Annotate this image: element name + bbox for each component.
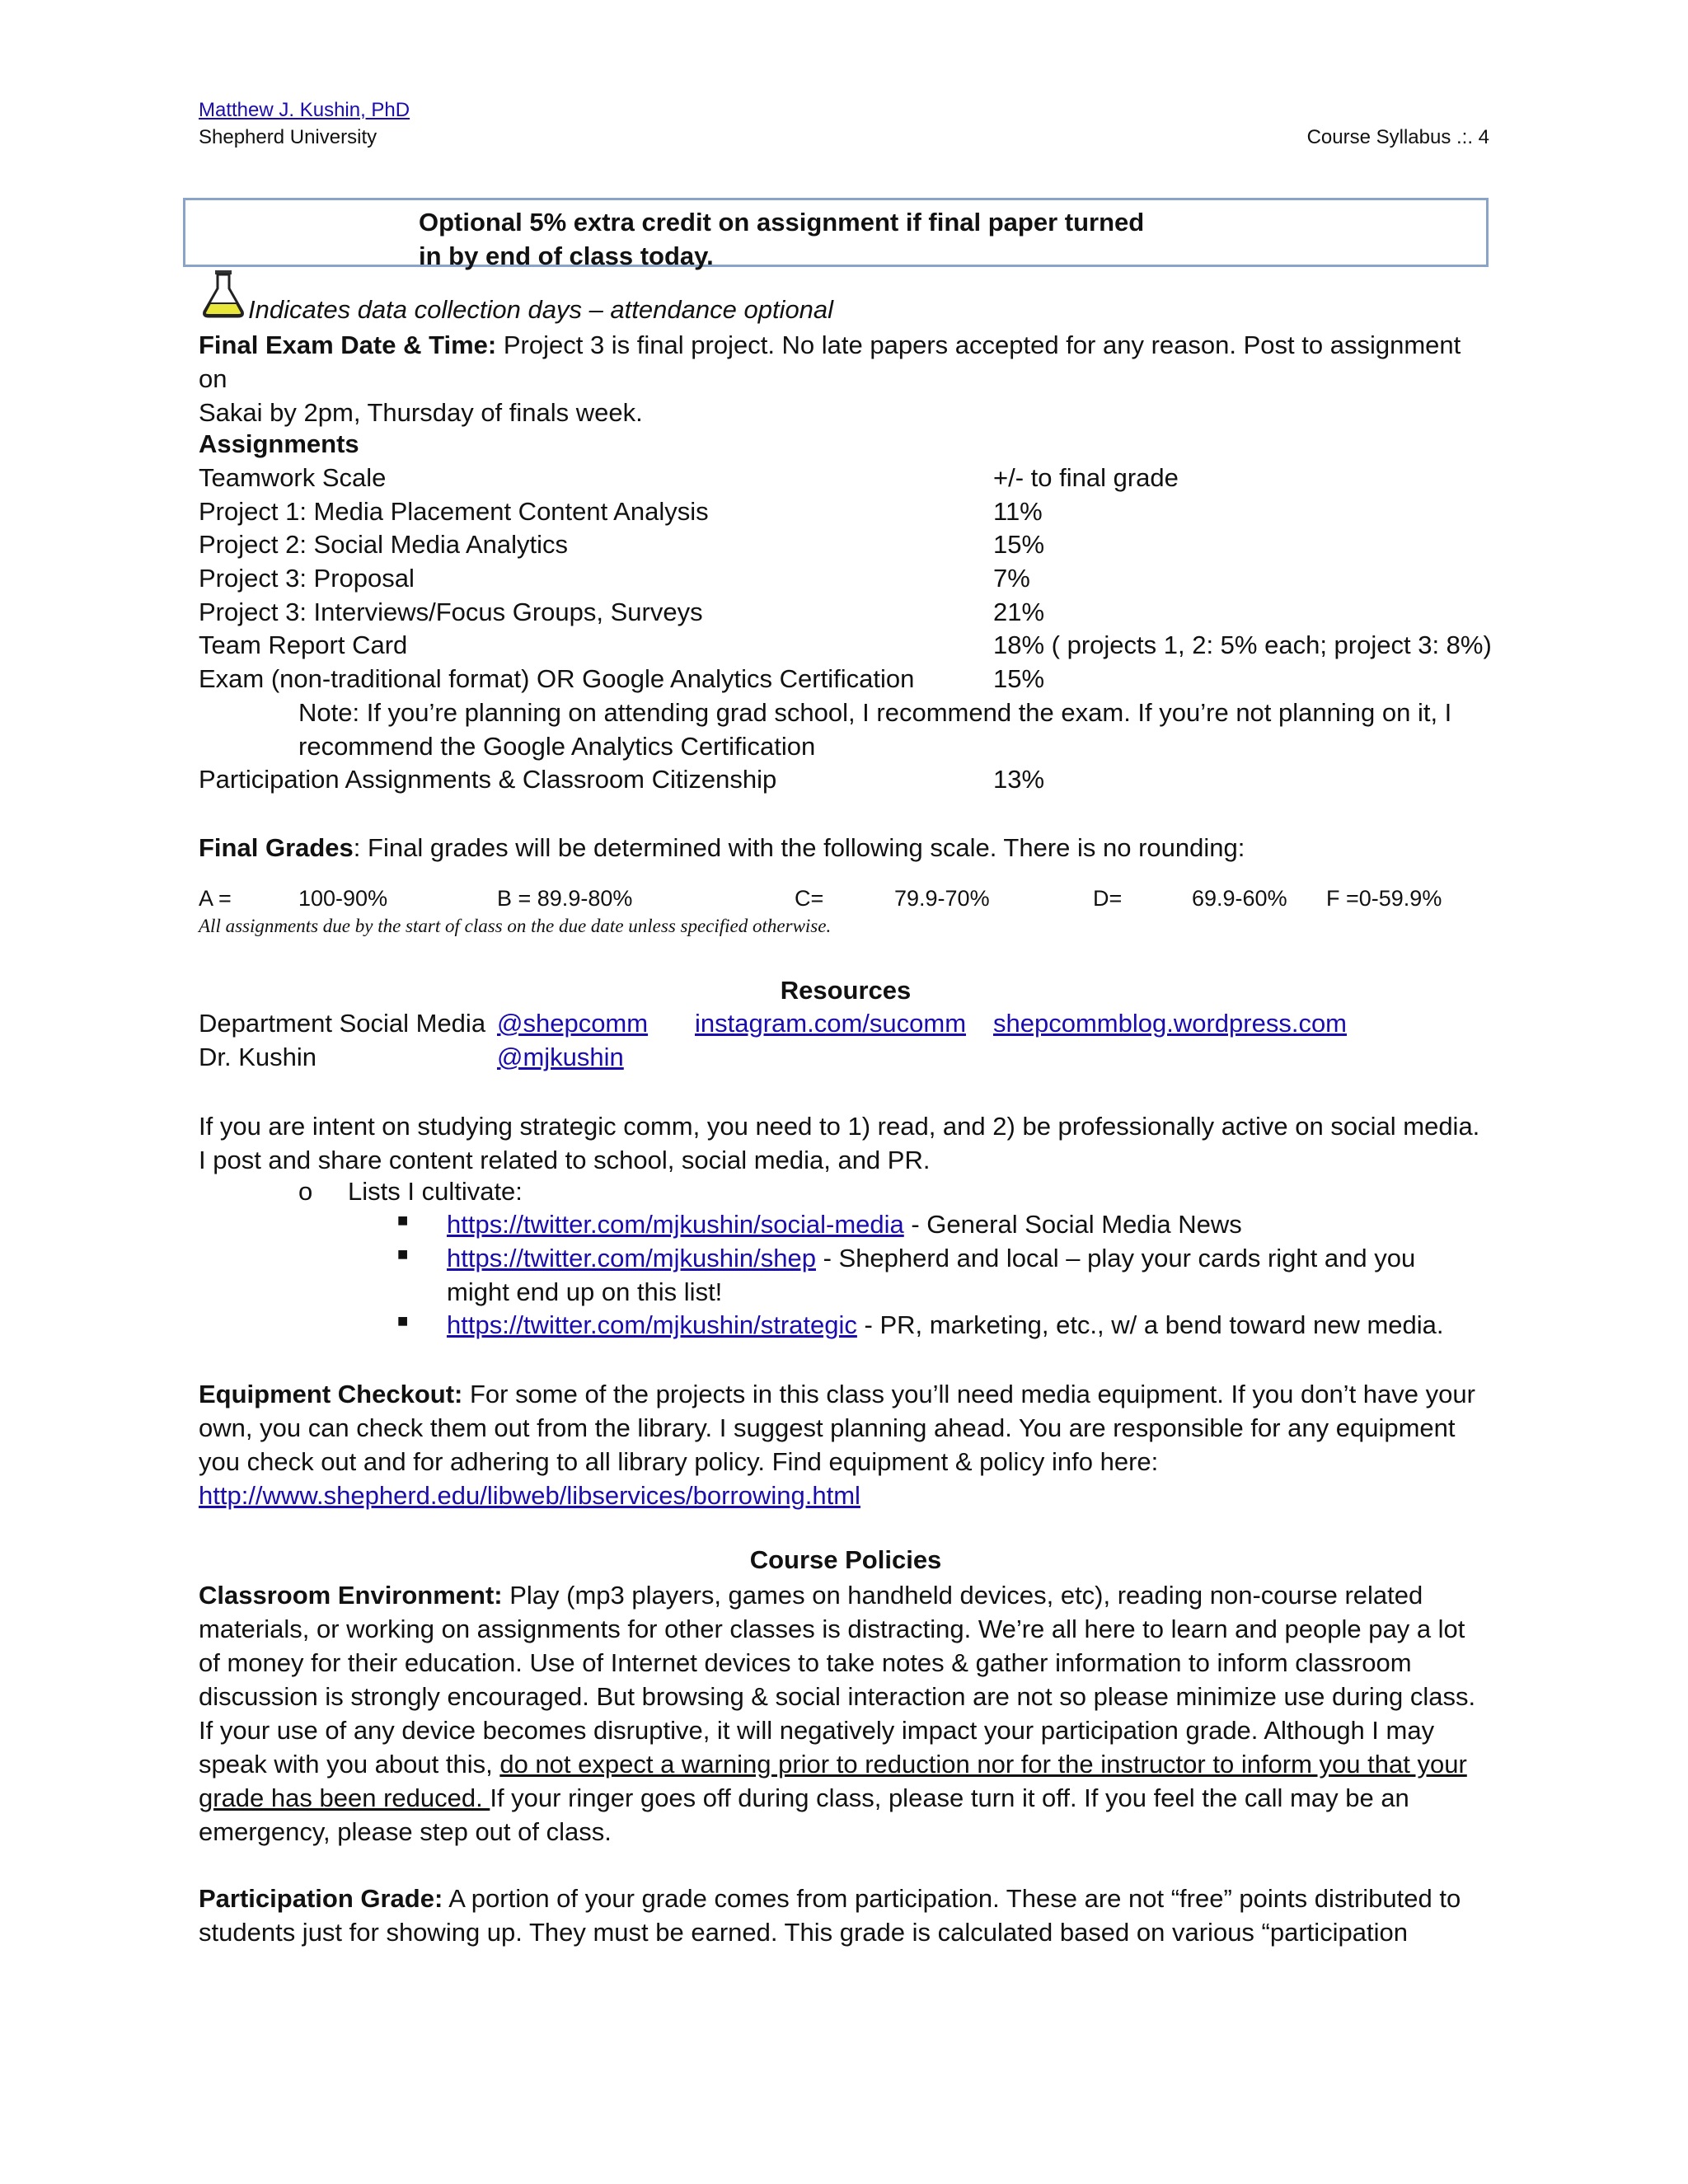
blog-link[interactable]: shepcommblog.wordpress.com [993, 1009, 1348, 1038]
classroom-environment-label: Classroom Environment: [199, 1581, 503, 1610]
grade-d-letter: D= [1093, 886, 1123, 911]
callout-line-2: in by end of class today. [419, 241, 714, 270]
assignment-weight: 15% [993, 530, 1045, 559]
grade-b: B = 89.9-80% [497, 886, 633, 911]
grade-c-range: 79.9-70% [894, 886, 990, 911]
assignment-row [199, 497, 1493, 531]
assignments-heading: Assignments [199, 429, 359, 458]
resources-heading: Resources [780, 976, 912, 1005]
grade-f: F =0-59.9% [1326, 886, 1442, 911]
assignment-row [199, 530, 1493, 564]
classroom-environment-paragraph [199, 1578, 1493, 1849]
list-desc: - General Social Media News [903, 1210, 1242, 1239]
list-item [447, 1310, 1444, 1340]
assignment-note-2: recommend the Google Analytics Certification [298, 732, 816, 761]
flask-icon [199, 269, 247, 321]
grade-d-range: 69.9-60% [1192, 886, 1287, 911]
assignment-name: Project 1: Media Placement Content Analysis [199, 497, 709, 526]
list-desc-continued: might end up on this list! [447, 1277, 723, 1306]
classroom-text-b: If your ringer goes off during class, please turn it off. If you feel the call may be an emergency, please step out of class. [199, 1783, 1409, 1846]
participation-paragraph [199, 1882, 1493, 1949]
square-bullet-icon: ■ [397, 1310, 409, 1331]
assignment-name: Project 3: Interviews/Focus Groups, Surveys [199, 598, 703, 626]
final-exam-paragraph [199, 328, 1493, 429]
assignment-weight: 13% [993, 765, 1045, 794]
circle-bullet-icon: o [298, 1177, 313, 1206]
grade-c-letter: C= [795, 886, 824, 911]
final-grades-text: : Final grades will be determined with the following scale. There is no rounding: [353, 833, 1245, 862]
mjkushin-link[interactable]: @mjkushin [497, 1043, 624, 1071]
square-bullet-icon: ■ [397, 1210, 409, 1230]
assignment-note-1: Note: If you’re planning on attending grad school, I recommend the exam. If you’re not planning on it, I [298, 698, 1452, 727]
extra-credit-callout [183, 198, 1489, 270]
square-bullet-icon: ■ [397, 1244, 409, 1264]
assignment-row [199, 664, 1493, 698]
assignment-name: Exam (non-traditional format) OR Google Analytics Certification [199, 664, 915, 693]
classroom-underlined-text: do not expect a warning prior to reduction nor for the instructor to inform you that your grade has been reduced. [199, 1750, 1467, 1812]
social-media-list-link[interactable]: https://twitter.com/mjkushin/social-media [447, 1210, 904, 1239]
final-grades-label: Final Grades [199, 833, 354, 862]
instagram-link[interactable]: instagram.com/sucomm [695, 1009, 967, 1038]
shepcomm-link[interactable]: @shepcomm [497, 1009, 649, 1038]
assignment-weight: 21% [993, 598, 1045, 626]
list-desc: - Shepherd and local – play your cards right and you [815, 1244, 1416, 1272]
participation-text: A portion of your grade comes from participation. These are not “free” points distributed to students just for showing up. They must be earned. This grade is calculated based on various “participation [199, 1884, 1461, 1947]
list-desc: - PR, marketing, etc., w/ a bend toward new media. [856, 1310, 1444, 1339]
legend-text: Indicates data collection days – attendance optional [248, 295, 834, 324]
final-grades-line [199, 833, 1245, 863]
strategic-list-link[interactable]: https://twitter.com/mjkushin/strategic [447, 1310, 857, 1339]
assignment-row [199, 630, 1493, 664]
classroom-text-a: Play (mp3 players, games on handheld devices, etc), reading non-course related materials, or working on assignments for other classes is distracting. We’re all here to learn and people pay a lot of money for their education. Use of Internet devices to take notes & gather information to inform classroom discussion is strongly encouraged. But browsing & social interaction are not so please minimize use during class. If your use of any device becomes disruptive, it will negatively impact your participation grade. Although I may speak with you about this, [199, 1581, 1476, 1779]
assignment-name: Participation Assignments & Classroom Citizenship [199, 765, 777, 794]
final-exam-text-2: Sakai by 2pm, Thursday of finals week. [199, 398, 643, 427]
assignment-weight: 11% [993, 497, 1043, 526]
assignment-name: Project 2: Social Media Analytics [199, 530, 568, 559]
assignment-weight: +/- to final grade [993, 463, 1179, 492]
participation-label: Participation Grade: [199, 1884, 443, 1913]
equipment-text: For some of the projects in this class you’ll need media equipment. If you don’t have your own, you can check them out from the library. I suggest planning ahead. You are responsible for any equipment you check out and for adhering to all library policy. Find equipment & policy info here: [199, 1380, 1475, 1476]
shep-list-link[interactable]: https://twitter.com/mjkushin/shep [447, 1244, 816, 1272]
kushin-label: Dr. Kushin [199, 1043, 317, 1071]
assignment-row [199, 598, 1493, 631]
assignment-row [199, 765, 1493, 799]
assignment-name: Team Report Card [199, 630, 408, 659]
grade-a-letter: A = [199, 886, 232, 911]
assignment-weight: 7% [993, 564, 1030, 593]
social-intro-paragraph: If you are intent on studying strategic comm, you need to 1) read, and 2) be professionally active on social media. I post and share content related to school, social media, and PR. [199, 1112, 1480, 1174]
callout-line-1: Optional 5% extra credit on assignment if final paper turned [419, 208, 1145, 237]
assignment-name: Teamwork Scale [199, 463, 387, 492]
final-exam-label: Final Exam Date & Time: [199, 330, 497, 359]
assignment-row [199, 463, 1493, 497]
list-item [447, 1210, 1242, 1240]
institution-name: Shepherd University [199, 126, 377, 148]
assignment-weight: 15% [993, 664, 1045, 693]
assignment-weight: 18% ( projects 1, 2: 5% each; project 3: 8%) [993, 630, 1492, 659]
lists-label: Lists I cultivate: [348, 1177, 523, 1206]
assignment-name: Project 3: Proposal [199, 564, 415, 593]
final-exam-text-1: Project 3 is final project. No late papers accepted for any reason. Post to assignment on [199, 330, 1461, 393]
grade-a-range: 100-90% [298, 886, 388, 911]
list-item [447, 1244, 1415, 1273]
library-borrowing-link[interactable]: http://www.shepherd.edu/libweb/libservices/borrowing.html [199, 1481, 860, 1510]
page-label: Course Syllabus .:. 4 [1306, 126, 1489, 148]
equipment-label: Equipment Checkout: [199, 1380, 463, 1408]
course-policies-heading: Course Policies [749, 1545, 942, 1574]
author-link[interactable]: Matthew J. Kushin, PhD [199, 99, 410, 121]
dept-social-label: Department Social Media [199, 1009, 486, 1038]
equipment-paragraph [199, 1377, 1493, 1512]
due-date-footnote: All assignments due by the start of class on the due date unless specified otherwise. [199, 916, 832, 936]
assignment-row [199, 564, 1493, 598]
